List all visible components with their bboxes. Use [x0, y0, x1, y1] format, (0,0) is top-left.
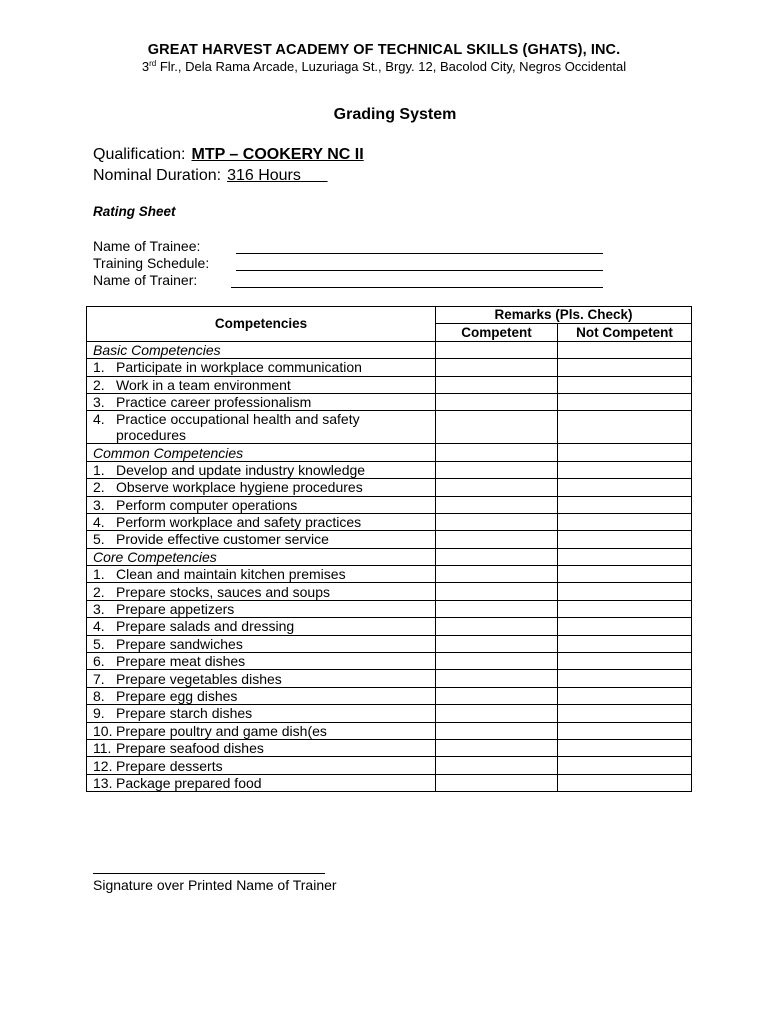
- address-rest: Flr., Dela Rama Arcade, Luzuriaga St., Brgy. 12, Bacolod City, Negros Occidental: [156, 59, 627, 74]
- schedule-input-line[interactable]: [236, 270, 603, 271]
- competency-text: Prepare stocks, sauces and soups: [116, 583, 331, 600]
- competency-row: [87, 566, 692, 583]
- competent-cell[interactable]: [436, 359, 558, 376]
- competency-row: [87, 757, 692, 774]
- not-competent-cell[interactable]: [558, 444, 692, 461]
- competency-cell: [87, 670, 436, 687]
- competency-number: 5.: [93, 531, 105, 548]
- competency-cell: [87, 531, 436, 548]
- competency-number: 2.: [93, 376, 105, 393]
- competency-cell: [87, 411, 436, 444]
- competency-row: [87, 618, 692, 635]
- qualification-value: MTP – COOKERY NC II: [191, 146, 364, 163]
- competency-row: [87, 461, 692, 478]
- not-competent-cell[interactable]: [558, 687, 692, 704]
- competency-text: Prepare starch dishes: [116, 705, 253, 722]
- competency-text: Prepare meat dishes: [116, 653, 246, 670]
- competency-cell: [87, 583, 436, 600]
- competency-text: Perform computer operations: [116, 496, 298, 513]
- competency-row: [87, 705, 692, 722]
- not-competent-cell[interactable]: [558, 722, 692, 739]
- competent-cell[interactable]: [436, 670, 558, 687]
- not-competent-cell[interactable]: [558, 670, 692, 687]
- competent-cell[interactable]: [436, 393, 558, 410]
- competency-cell: [87, 774, 436, 791]
- competency-text: Package prepared food: [116, 774, 262, 791]
- competent-cell[interactable]: [436, 600, 558, 617]
- competency-text: Prepare poultry and game dish(es: [116, 722, 327, 739]
- trainer-input-line[interactable]: [231, 287, 603, 288]
- competency-cell: [87, 496, 436, 513]
- competent-cell[interactable]: [436, 513, 558, 530]
- competent-cell[interactable]: [436, 583, 558, 600]
- not-competent-cell[interactable]: [558, 548, 692, 565]
- rating-sheet-heading: Rating Sheet: [93, 204, 176, 219]
- competent-cell[interactable]: [436, 496, 558, 513]
- competency-row: [87, 513, 692, 530]
- competent-cell[interactable]: [436, 411, 558, 444]
- competency-number: 10.: [93, 722, 113, 739]
- competency-cell: [87, 566, 436, 583]
- competency-number: 9.: [93, 705, 105, 722]
- competency-row: [87, 687, 692, 704]
- not-competent-cell[interactable]: [558, 739, 692, 756]
- schedule-label: Training Schedule:: [93, 255, 210, 271]
- competency-number: 11.: [93, 740, 112, 757]
- competency-number: 4.: [93, 411, 105, 428]
- competent-cell[interactable]: [436, 774, 558, 791]
- group-row: [87, 548, 692, 565]
- competency-number: 8.: [93, 688, 105, 704]
- competency-number: 2.: [93, 583, 105, 600]
- competency-row: [87, 600, 692, 617]
- competency-text: Clean and maintain kitchen premises: [116, 566, 346, 583]
- competency-row: [87, 670, 692, 687]
- competency-rows: [87, 341, 692, 791]
- competency-number: 2.: [93, 479, 105, 496]
- competency-row: [87, 376, 692, 393]
- competent-cell[interactable]: [436, 635, 558, 652]
- qualification-label: Qualification:: [93, 146, 186, 163]
- not-competent-cell[interactable]: [558, 513, 692, 530]
- competency-cell: [87, 461, 436, 478]
- competency-number: 3.: [93, 496, 105, 513]
- qualification-line: [93, 146, 364, 164]
- competency-row: [87, 496, 692, 513]
- signature-line[interactable]: [93, 873, 325, 874]
- competent-cell[interactable]: [436, 705, 558, 722]
- competency-row: [87, 583, 692, 600]
- competency-number: 1.: [93, 359, 105, 376]
- competency-cell: [87, 687, 436, 704]
- competent-cell[interactable]: [436, 461, 558, 478]
- not-competent-cell[interactable]: [558, 393, 692, 410]
- group-label: Basic Competencies: [87, 341, 436, 358]
- competent-cell[interactable]: [436, 548, 558, 565]
- not-competent-cell[interactable]: [558, 411, 692, 444]
- competency-text: Observe workplace hygiene procedures: [116, 479, 363, 496]
- not-competent-cell[interactable]: [558, 531, 692, 548]
- competency-row: [87, 479, 692, 496]
- competency-cell: [87, 359, 436, 376]
- competency-number: 4.: [93, 514, 105, 531]
- competency-cell: [87, 376, 436, 393]
- competency-cell: [87, 757, 436, 774]
- institution-address: [0, 59, 768, 74]
- competent-cell[interactable]: [436, 531, 558, 548]
- address-floor: 3: [141, 59, 150, 74]
- document-title: Grading System: [333, 106, 457, 123]
- competency-text: Prepare desserts: [116, 757, 223, 774]
- competency-table: [86, 306, 692, 792]
- trainer-label: Name of Trainer:: [93, 272, 198, 288]
- not-competent-cell[interactable]: [558, 376, 692, 393]
- competent-cell[interactable]: [436, 653, 558, 670]
- not-competent-cell[interactable]: [558, 461, 692, 478]
- competency-text: Participate in workplace communication: [116, 359, 362, 376]
- competency-number: 3.: [93, 601, 105, 618]
- header-competencies: Competencies: [87, 307, 436, 342]
- competency-text: Practice career professionalism: [116, 394, 312, 411]
- not-competent-cell[interactable]: [558, 359, 692, 376]
- duration-line: [93, 167, 328, 185]
- competency-text: Work in a team environment: [116, 376, 291, 393]
- address-ordinal: rd: [149, 59, 157, 68]
- competent-cell[interactable]: [436, 479, 558, 496]
- competent-cell[interactable]: [436, 722, 558, 739]
- group-label: Common Competencies: [87, 444, 436, 461]
- competency-row: [87, 739, 692, 756]
- competency-number: 4.: [93, 618, 105, 635]
- duration-label: Nominal Duration:: [93, 167, 222, 184]
- competency-number: 1.: [93, 566, 105, 583]
- competency-cell: [87, 705, 436, 722]
- competency-row: [87, 722, 692, 739]
- not-competent-cell[interactable]: [558, 479, 692, 496]
- institution-name: GREAT HARVEST ACADEMY OF TECHNICAL SKILLS (GHATS), INC.: [147, 42, 621, 58]
- competency-number: 6.: [93, 653, 105, 670]
- not-competent-cell[interactable]: [558, 496, 692, 513]
- not-competent-cell[interactable]: [558, 705, 692, 722]
- competency-row: [87, 359, 692, 376]
- competency-number: 5.: [93, 635, 105, 652]
- competency-row: [87, 393, 692, 410]
- competency-text: Prepare salads and dressing: [116, 618, 295, 635]
- not-competent-cell[interactable]: [558, 341, 692, 358]
- competent-cell[interactable]: [436, 739, 558, 756]
- competency-text: Prepare egg dishes: [116, 688, 238, 704]
- group-row: [87, 444, 692, 461]
- competency-cell: [87, 600, 436, 617]
- competency-cell: [87, 722, 436, 739]
- competent-cell[interactable]: [436, 687, 558, 704]
- competency-row: [87, 635, 692, 652]
- not-competent-cell[interactable]: [558, 635, 692, 652]
- trainee-input-line[interactable]: [236, 253, 603, 254]
- competency-cell: [87, 479, 436, 496]
- signature-label: Signature over Printed Name of Trainer: [93, 877, 337, 893]
- not-competent-cell[interactable]: [558, 583, 692, 600]
- competency-text: Develop and update industry knowledge: [116, 461, 366, 478]
- competent-cell[interactable]: [436, 618, 558, 635]
- not-competent-cell[interactable]: [558, 774, 692, 791]
- not-competent-cell[interactable]: [558, 757, 692, 774]
- header-competent: Competent: [436, 324, 558, 341]
- competency-cell: [87, 393, 436, 410]
- competent-cell[interactable]: [436, 444, 558, 461]
- not-competent-cell[interactable]: [558, 618, 692, 635]
- competency-number: 13.: [93, 774, 113, 791]
- not-competent-cell[interactable]: [558, 653, 692, 670]
- competent-cell[interactable]: [436, 376, 558, 393]
- competency-cell: [87, 635, 436, 652]
- competency-text: Prepare vegetables dishes: [116, 670, 282, 687]
- competency-text: Prepare seafood dishes: [116, 740, 264, 757]
- group-row: [87, 341, 692, 358]
- duration-value: 316 Hours: [227, 167, 301, 184]
- not-competent-cell[interactable]: [558, 600, 692, 617]
- group-label: Core Competencies: [87, 548, 436, 565]
- competency-number: 3.: [93, 394, 105, 411]
- competency-text: Prepare appetizers: [116, 601, 235, 618]
- competency-number: 12.: [93, 757, 113, 774]
- competent-cell[interactable]: [436, 341, 558, 358]
- competency-text: Prepare sandwiches: [116, 635, 243, 652]
- competency-row: [87, 653, 692, 670]
- competency-row: [87, 531, 692, 548]
- header-remarks: Remarks (Pls. Check): [436, 307, 692, 324]
- competency-cell: [87, 513, 436, 530]
- competency-text: Provide effective customer service: [116, 531, 329, 548]
- header-not-competent: Not Competent: [558, 324, 692, 341]
- competent-cell[interactable]: [436, 566, 558, 583]
- competency-cell: [87, 653, 436, 670]
- competency-text: Practice occupational health and safety procedures: [116, 411, 360, 444]
- competency-text: Perform workplace and safety practices: [116, 514, 362, 531]
- trainee-label: Name of Trainee:: [93, 238, 201, 254]
- competent-cell[interactable]: [436, 757, 558, 774]
- competency-number: 7.: [93, 670, 105, 687]
- competency-row: [87, 774, 692, 791]
- competency-number: 1.: [93, 461, 105, 478]
- not-competent-cell[interactable]: [558, 566, 692, 583]
- competency-row: [87, 411, 692, 444]
- competency-cell: [87, 739, 436, 756]
- competency-cell: [87, 618, 436, 635]
